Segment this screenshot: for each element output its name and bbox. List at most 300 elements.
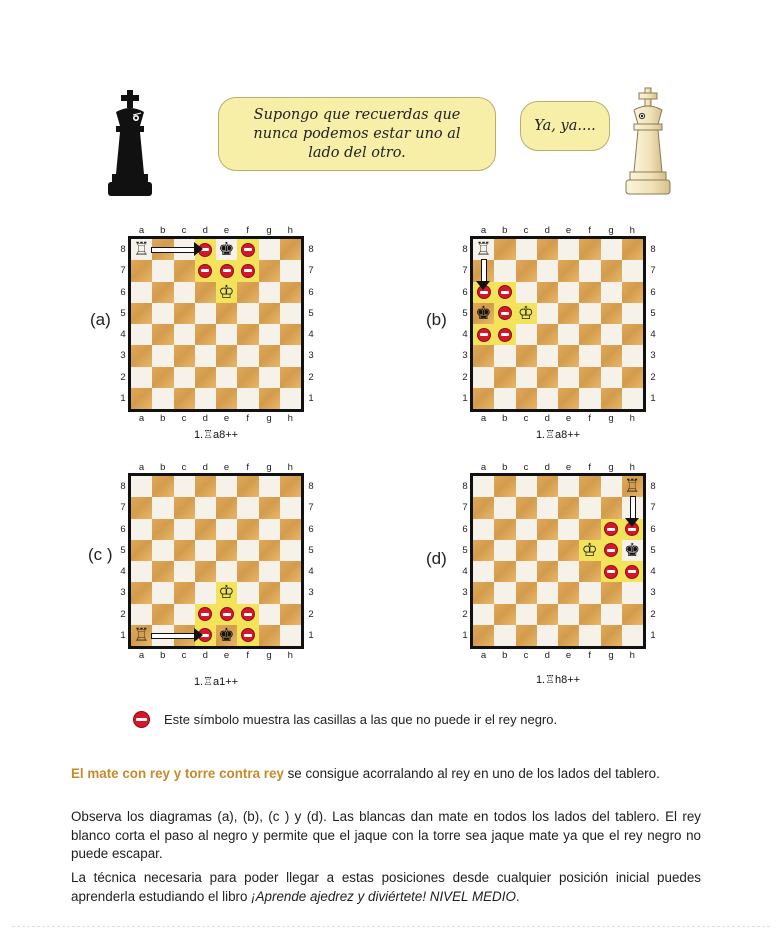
- square: [494, 345, 515, 366]
- square: [579, 561, 600, 582]
- square: [216, 388, 237, 409]
- rank-label: 8: [462, 481, 468, 492]
- rank-label: 8: [308, 481, 314, 492]
- square: [259, 561, 280, 582]
- rank-label: 4: [308, 566, 314, 577]
- file-label: f: [588, 462, 592, 473]
- file-label: d: [544, 413, 550, 424]
- square: [558, 497, 579, 518]
- rank-label: 5: [462, 307, 468, 319]
- arrow-icon: [151, 247, 195, 253]
- square: [579, 625, 600, 646]
- rank-label: 8: [120, 481, 126, 492]
- square: [216, 476, 237, 497]
- square: [174, 345, 195, 366]
- file-label: a: [138, 650, 145, 661]
- square: [131, 345, 152, 366]
- file-label: e: [223, 413, 230, 424]
- square: [622, 388, 643, 409]
- file-label: c: [181, 462, 187, 473]
- square: [558, 476, 579, 497]
- rank-label: 3: [650, 587, 656, 599]
- square: [216, 540, 237, 561]
- square: [601, 303, 622, 324]
- square: [601, 604, 622, 625]
- square: [280, 561, 301, 582]
- square: [537, 540, 558, 561]
- square: [259, 239, 280, 260]
- rank-label: 3: [462, 350, 468, 362]
- file-label: e: [223, 650, 230, 661]
- rank-label: 3: [308, 350, 314, 362]
- square: [131, 561, 152, 582]
- file-label: g: [608, 225, 614, 236]
- file-label: b: [502, 225, 508, 236]
- square: [473, 604, 494, 625]
- stop-icon: [604, 565, 618, 579]
- rank-label: 4: [462, 329, 468, 340]
- square: [494, 239, 515, 260]
- highlight-phrase: El mate con rey y torre contra rey: [71, 766, 284, 781]
- square: [280, 367, 301, 388]
- file-label: g: [608, 413, 614, 424]
- white-rook-icon: ♖: [475, 239, 492, 260]
- file-label: b: [160, 462, 166, 473]
- square: [558, 388, 579, 409]
- square: [152, 303, 173, 324]
- rank-label: 8: [308, 244, 314, 255]
- square: [174, 519, 195, 540]
- square: [494, 476, 515, 497]
- square: [174, 303, 195, 324]
- square: [152, 324, 173, 345]
- square: [622, 345, 643, 366]
- square: [195, 282, 216, 303]
- square: [174, 388, 195, 409]
- arrow-icon: [481, 259, 487, 282]
- rank-label: 4: [650, 566, 656, 577]
- rank-label: 1: [462, 629, 468, 641]
- square: [579, 582, 600, 603]
- file-label: c: [523, 225, 529, 236]
- square: [174, 561, 195, 582]
- square: [494, 497, 515, 518]
- square: [216, 367, 237, 388]
- file-label: e: [565, 413, 572, 424]
- square: [516, 239, 537, 260]
- square: [195, 345, 216, 366]
- square: [259, 625, 280, 646]
- chessboard: [128, 236, 304, 412]
- file-label: c: [523, 462, 529, 473]
- file-label: a: [480, 225, 487, 236]
- file-label: e: [565, 462, 572, 473]
- square: [131, 303, 152, 324]
- speech-line-3: lado del otro.: [308, 144, 406, 161]
- square: [280, 540, 301, 561]
- square: [152, 497, 173, 518]
- square: [537, 282, 558, 303]
- square: [259, 388, 280, 409]
- rank-label: 1: [462, 392, 468, 404]
- rank-label: 3: [462, 587, 468, 599]
- square: [537, 239, 558, 260]
- stop-icon: [241, 243, 255, 257]
- square: [259, 497, 280, 518]
- rank-label: 6: [650, 523, 656, 535]
- square: [131, 540, 152, 561]
- black-king-icon: ♚: [218, 624, 235, 646]
- diagram-label: (a): [90, 310, 111, 329]
- square: [237, 561, 258, 582]
- square: [174, 324, 195, 345]
- rank-label: 5: [308, 307, 314, 319]
- black-king-icon: ♚: [218, 239, 235, 260]
- white-king-icon: ♔: [581, 539, 598, 561]
- square: [494, 561, 515, 582]
- square: [259, 345, 280, 366]
- square: [601, 367, 622, 388]
- square: [537, 303, 558, 324]
- square: [237, 388, 258, 409]
- square: [216, 561, 237, 582]
- square: [516, 604, 537, 625]
- rank-label: 5: [120, 307, 126, 319]
- square: [601, 582, 622, 603]
- square: [601, 388, 622, 409]
- square: [237, 582, 258, 603]
- square: [473, 561, 494, 582]
- rank-label: 8: [462, 244, 468, 255]
- square: [558, 303, 579, 324]
- file-label: a: [138, 413, 145, 424]
- square: [195, 388, 216, 409]
- square: [131, 497, 152, 518]
- square: [622, 604, 643, 625]
- file-label: d: [202, 650, 208, 661]
- square: [473, 345, 494, 366]
- square: [558, 540, 579, 561]
- square: [537, 519, 558, 540]
- square: [558, 367, 579, 388]
- square: [622, 282, 643, 303]
- square: [601, 476, 622, 497]
- square: [558, 239, 579, 260]
- diagram-b: [426, 222, 660, 442]
- rank-label: 6: [308, 286, 314, 298]
- diagram-label: (d): [426, 549, 447, 568]
- file-label: h: [629, 462, 635, 473]
- square: [622, 260, 643, 281]
- white-rook-icon: ♖: [133, 624, 150, 646]
- square: [259, 540, 280, 561]
- square: [516, 540, 537, 561]
- square: [237, 476, 258, 497]
- file-label: h: [287, 462, 293, 473]
- file-label: a: [138, 462, 145, 473]
- square: [537, 367, 558, 388]
- square: [516, 260, 537, 281]
- square: [622, 239, 643, 260]
- square: [537, 388, 558, 409]
- move-notation: 1.♖a1++: [193, 676, 239, 688]
- file-label: b: [502, 650, 508, 661]
- rank-label: 5: [650, 544, 656, 556]
- square: [237, 282, 258, 303]
- paragraph-2-text: Observa los diagramas (a), (b), (c ) y (d). Las blancas dan mate en todos los lados del tablero. El rey blanco corta el paso al negro y permite que el jaque con la torre sea jaque mate ya que el rey negro no puede escapar.: [71, 809, 701, 861]
- rank-label: 7: [462, 502, 468, 514]
- square: [579, 367, 600, 388]
- rank-label: 7: [308, 502, 314, 514]
- file-label: e: [565, 650, 572, 661]
- black-king-figure: [100, 88, 160, 200]
- file-label: a: [480, 650, 487, 661]
- paragraph-1: [71, 765, 701, 784]
- file-label: f: [246, 413, 250, 424]
- file-label: a: [480, 413, 487, 424]
- diagram-label: (b): [426, 310, 447, 329]
- square: [259, 582, 280, 603]
- square: [558, 519, 579, 540]
- file-label: e: [223, 225, 230, 236]
- square: [259, 324, 280, 345]
- square: [259, 303, 280, 324]
- square: [259, 604, 280, 625]
- square: [195, 324, 216, 345]
- square: [174, 260, 195, 281]
- stop-icon: [477, 328, 491, 342]
- rank-label: 2: [462, 371, 468, 383]
- file-label: c: [523, 650, 529, 661]
- square: [516, 476, 537, 497]
- square: [558, 324, 579, 345]
- square: [601, 260, 622, 281]
- file-label: c: [181, 413, 187, 424]
- square: [622, 625, 643, 646]
- square: [131, 476, 152, 497]
- square: [516, 345, 537, 366]
- move-notation: 1.♖a8++: [193, 429, 239, 441]
- white-king-icon: ♔: [218, 582, 235, 604]
- paragraph-3: [71, 869, 701, 906]
- square: [174, 476, 195, 497]
- diagram-a: [90, 222, 318, 442]
- stop-icon: [498, 285, 512, 299]
- square: [237, 367, 258, 388]
- square: [516, 497, 537, 518]
- square: [473, 497, 494, 518]
- square: [174, 582, 195, 603]
- square: [259, 367, 280, 388]
- square: [537, 604, 558, 625]
- rank-label: 6: [462, 523, 468, 535]
- file-label: g: [266, 413, 272, 424]
- white-rook-icon: ♖: [133, 239, 150, 260]
- rank-label: 4: [462, 566, 468, 577]
- square: [280, 260, 301, 281]
- square: [579, 345, 600, 366]
- arrow-icon: [151, 633, 195, 639]
- square: [131, 604, 152, 625]
- rank-label: 1: [650, 392, 656, 404]
- file-label: g: [608, 462, 614, 473]
- rank-label: 8: [650, 244, 656, 255]
- square: [494, 604, 515, 625]
- square: [152, 388, 173, 409]
- square: [195, 303, 216, 324]
- square: [237, 324, 258, 345]
- rank-label: 1: [650, 629, 656, 641]
- square: [280, 282, 301, 303]
- square: [152, 282, 173, 303]
- square: [259, 519, 280, 540]
- rank-label: 7: [308, 265, 314, 277]
- file-label: d: [544, 462, 550, 473]
- file-label: h: [629, 650, 635, 661]
- square: [558, 625, 579, 646]
- chessboard: [470, 236, 646, 412]
- rank-label: 4: [120, 566, 126, 577]
- file-label: h: [629, 413, 635, 424]
- rank-label: 3: [650, 350, 656, 362]
- square: [494, 540, 515, 561]
- square: [216, 324, 237, 345]
- rank-label: 1: [120, 392, 126, 404]
- rank-label: 2: [650, 608, 656, 620]
- square: [280, 604, 301, 625]
- square: [280, 625, 301, 646]
- square: [195, 367, 216, 388]
- arrow-icon: [630, 496, 636, 519]
- square: [579, 497, 600, 518]
- file-label: h: [287, 225, 293, 236]
- square: [622, 367, 643, 388]
- file-label: f: [588, 650, 592, 661]
- square: [131, 282, 152, 303]
- square: [237, 497, 258, 518]
- square: [537, 582, 558, 603]
- white-king-icon: ♔: [218, 281, 235, 303]
- file-label: f: [246, 225, 250, 236]
- square: [131, 324, 152, 345]
- square: [473, 388, 494, 409]
- rank-label: 2: [462, 608, 468, 620]
- square: [280, 388, 301, 409]
- file-label: d: [202, 462, 208, 473]
- square: [473, 476, 494, 497]
- square: [537, 625, 558, 646]
- square: [152, 519, 173, 540]
- square: [280, 239, 301, 260]
- rank-label: 7: [650, 265, 656, 277]
- white-king-speech-bubble: [520, 101, 610, 151]
- square: [280, 476, 301, 497]
- file-label: c: [181, 650, 187, 661]
- file-label: f: [588, 413, 592, 424]
- square: [152, 367, 173, 388]
- square: [280, 497, 301, 518]
- rank-label: 7: [462, 265, 468, 277]
- square: [152, 476, 173, 497]
- rank-label: 4: [120, 329, 126, 340]
- file-label: b: [160, 413, 166, 424]
- file-label: e: [223, 462, 230, 473]
- file-label: f: [246, 462, 250, 473]
- paragraph-3-end: .: [515, 888, 520, 904]
- black-king-icon: ♚: [624, 539, 641, 561]
- rank-label: 1: [308, 629, 314, 641]
- file-label: d: [544, 650, 550, 661]
- square: [131, 582, 152, 603]
- page-bottom-rule: [12, 926, 770, 927]
- rank-label: 6: [120, 286, 126, 298]
- square: [579, 388, 600, 409]
- square: [579, 239, 600, 260]
- book-title: ¡Aprende ajedrez y diviértete! NIVEL MEDIO: [251, 888, 516, 904]
- square: [579, 282, 600, 303]
- square: [131, 519, 152, 540]
- white-king-icon: ♔: [517, 302, 535, 324]
- square: [195, 561, 216, 582]
- rank-label: 5: [308, 544, 314, 556]
- square: [195, 497, 216, 518]
- white-king-speech: Ya, ya....: [534, 117, 596, 134]
- square: [558, 260, 579, 281]
- square: [558, 282, 579, 303]
- square: [195, 519, 216, 540]
- square: [601, 345, 622, 366]
- square: [579, 303, 600, 324]
- square: [473, 367, 494, 388]
- speech-line-2: nunca podemos estar uno al: [253, 125, 461, 142]
- square: [473, 519, 494, 540]
- square: [494, 519, 515, 540]
- square: [259, 476, 280, 497]
- paragraph-2: [71, 808, 701, 864]
- square: [601, 324, 622, 345]
- rank-label: 8: [120, 244, 126, 255]
- square: [131, 260, 152, 281]
- file-label: b: [160, 225, 166, 236]
- square: [237, 303, 258, 324]
- square: [174, 540, 195, 561]
- stop-icon: [220, 607, 234, 621]
- file-label: c: [523, 413, 529, 424]
- square: [237, 519, 258, 540]
- square: [558, 604, 579, 625]
- square: [280, 303, 301, 324]
- file-label: g: [266, 225, 272, 236]
- file-label: g: [608, 650, 614, 661]
- square: [622, 582, 643, 603]
- diagram-c: [88, 459, 318, 688]
- square: [537, 345, 558, 366]
- stop-icon: [625, 565, 639, 579]
- square: [152, 540, 173, 561]
- square: [216, 303, 237, 324]
- rank-label: 8: [650, 481, 656, 492]
- file-label: f: [588, 225, 592, 236]
- file-label: e: [565, 225, 572, 236]
- square: [601, 239, 622, 260]
- square: [152, 345, 173, 366]
- stop-icon: [241, 264, 255, 278]
- square: [516, 519, 537, 540]
- rank-label: 7: [120, 265, 126, 277]
- rank-label: 7: [650, 502, 656, 514]
- file-label: c: [181, 225, 187, 236]
- square: [494, 625, 515, 646]
